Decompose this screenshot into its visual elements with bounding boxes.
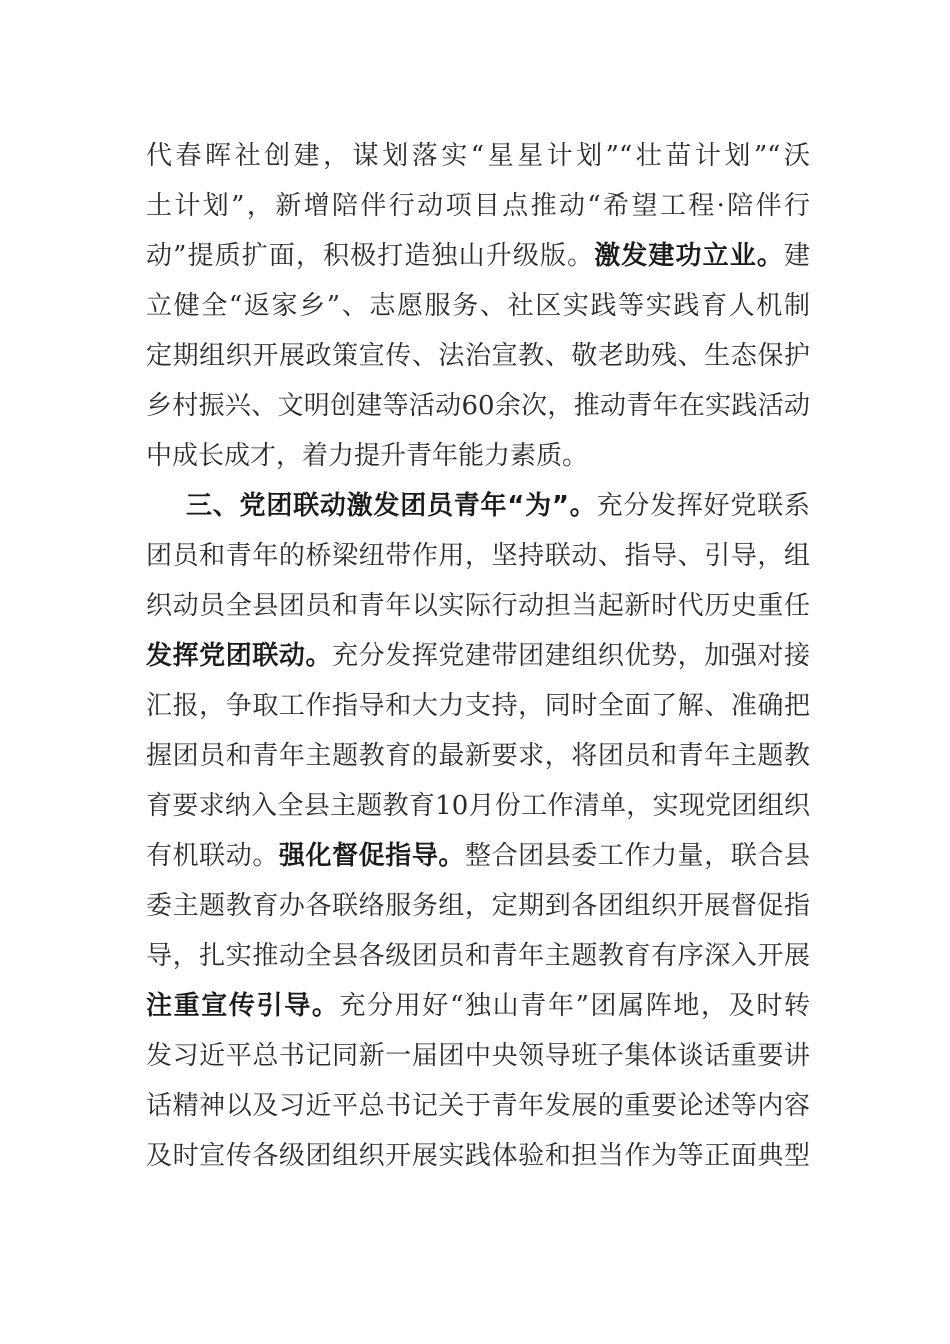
text-run: 动”提质扩面，积极打造独山升级版。 bbox=[146, 241, 595, 271]
text-run: 及时宣传各级团组织开展实践体验和担当作为等正面典型 bbox=[146, 1141, 810, 1171]
text-run: 育要求纳入全县主题教育10月份工作清单，实现党团组织 bbox=[146, 791, 810, 821]
text-run: 立健全“返家乡”、志愿服务、社区实践等实践育人机制 bbox=[146, 291, 810, 321]
text-line-18 bbox=[146, 986, 810, 1026]
text-run: 话精神以及习近平总书记关于青年发展的重要论述等内容 bbox=[146, 1091, 810, 1121]
text-run: 整合团县委工作力量，联合县 bbox=[465, 841, 810, 871]
text-line-6 bbox=[146, 386, 810, 426]
text-run: 充分发挥党建带团建组织优势，加强对接 bbox=[332, 641, 810, 671]
text-line-21 bbox=[146, 1136, 810, 1176]
text-run: 汇报，争取工作指导和大力支持，同时全面了解、准确把 bbox=[146, 691, 810, 721]
text-run: 发习近平总书记同新一届团中央领导班子集体谈话重要讲 bbox=[146, 1041, 810, 1071]
text-line-20 bbox=[146, 1086, 810, 1126]
text-line-9 bbox=[146, 536, 810, 576]
text-line-10 bbox=[146, 586, 810, 626]
bold-heading-run: 激发建功立业。 bbox=[594, 241, 784, 271]
text-line-8 bbox=[186, 486, 810, 526]
text-line-7 bbox=[146, 436, 810, 476]
text-line-3 bbox=[146, 236, 810, 276]
text-line-14 bbox=[146, 786, 810, 826]
text-line-4 bbox=[146, 286, 810, 326]
text-run: 委主题教育办各联络服务组，定期到各团组织开展督促指 bbox=[146, 891, 810, 921]
text-run: 握团员和青年主题教育的最新要求，将团员和青年主题教 bbox=[146, 741, 810, 771]
text-line-11 bbox=[146, 636, 810, 676]
text-line-16 bbox=[146, 886, 810, 926]
text-run: 建 bbox=[783, 241, 810, 271]
text-run: 有机联动。 bbox=[146, 841, 279, 871]
text-line-12 bbox=[146, 686, 810, 726]
text-run: 乡村振兴、文明创建等活动60余次，推动青年在实践活动 bbox=[146, 391, 810, 421]
text-line-15 bbox=[146, 836, 810, 876]
text-line-1 bbox=[146, 136, 810, 176]
text-line-19 bbox=[146, 1036, 810, 1076]
text-line-2 bbox=[146, 186, 810, 226]
text-line-5 bbox=[146, 336, 810, 376]
text-line-13 bbox=[146, 736, 810, 776]
text-run: 导，扎实推动全县各级团员和青年主题教育有序深入开展 bbox=[146, 941, 810, 971]
text-run: 中成长成才，着力提升青年能力素质。 bbox=[146, 441, 589, 471]
text-line-17 bbox=[146, 936, 810, 976]
bold-heading-run: 强化督促指导。 bbox=[278, 841, 465, 871]
text-run: 土计划”，新增陪伴行动项目点推动“希望工程·陪伴行 bbox=[146, 191, 810, 221]
bold-heading-run: 发挥党团联动。 bbox=[146, 641, 333, 671]
text-run: 代春晖社创建，谋划落实“星星计划”“壮苗计划”“沃 bbox=[146, 141, 810, 171]
text-run: 织动员全县团员和青年以实际行动担当起新时代历史重任 bbox=[146, 591, 810, 621]
text-run: 定期组织开展政策宣传、法治宣教、敬老助残、生态保护 bbox=[146, 341, 810, 371]
text-run: 团员和青年的桥梁纽带作用，坚持联动、指导、引导，组 bbox=[146, 541, 810, 571]
section-heading-run: 三、党团联动激发团员青年“为”。 bbox=[186, 491, 597, 521]
bold-heading-run: 注重宣传引导。 bbox=[146, 991, 340, 1021]
text-run: 充分发挥好党联系 bbox=[596, 491, 810, 521]
text-run: 充分用好“独山青年”团属阵地，及时转 bbox=[339, 991, 810, 1021]
